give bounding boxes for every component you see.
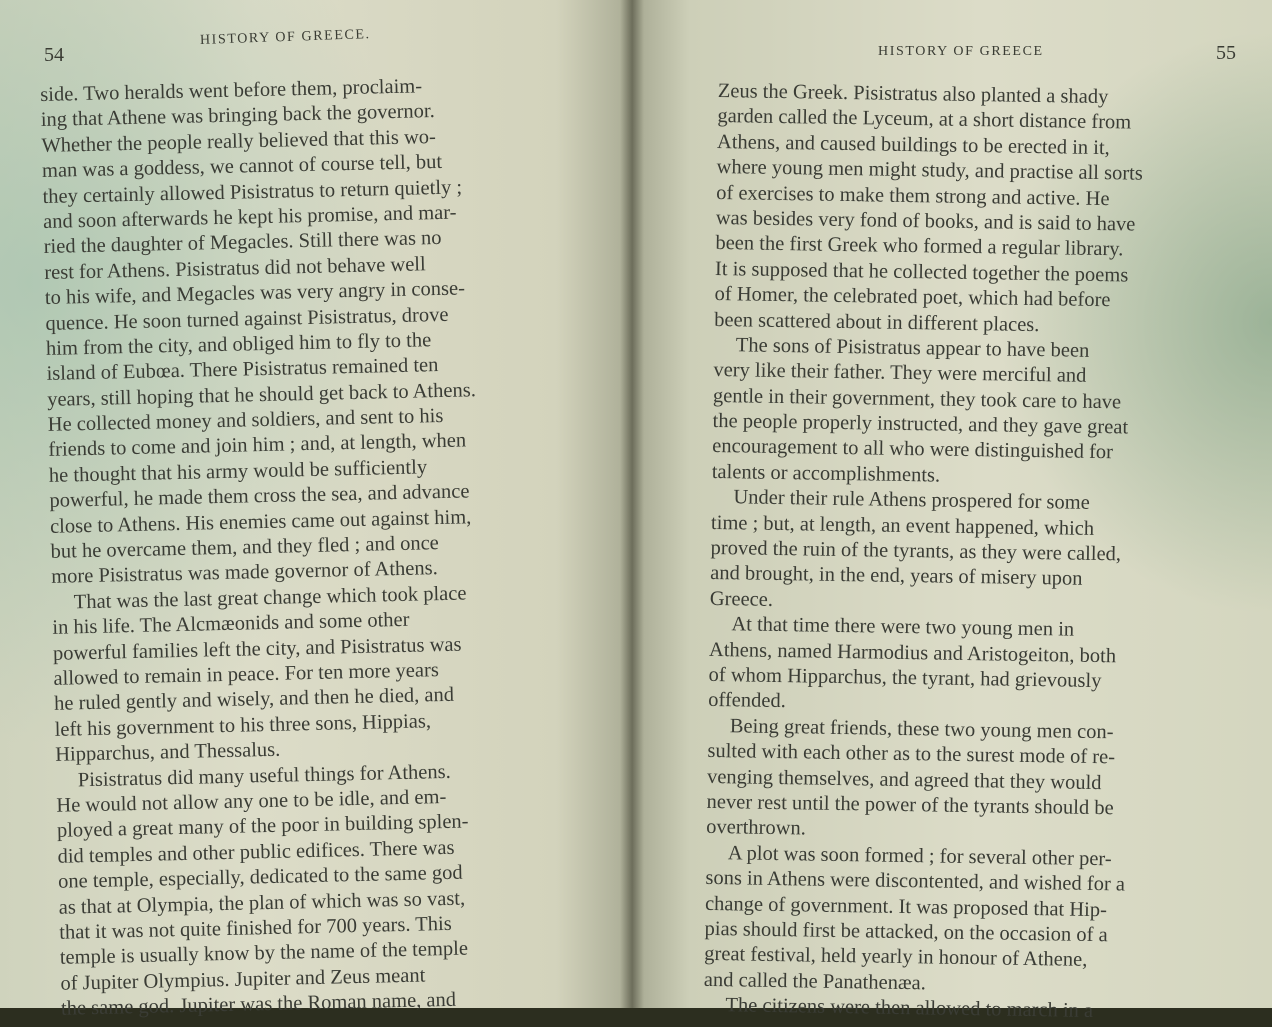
paragraph-start: Pisistratus did many useful things for Athens.: [77, 760, 451, 791]
text-line: venging themselves, and agreed that they would: [706, 765, 1102, 794]
text-line: Athens, and caused buildings to be erected in it,: [716, 130, 1110, 159]
text-line: friends to come and join him ; and, at length, when: [48, 429, 467, 462]
text-line: garden called the Lyceum, at a short distance from: [717, 105, 1132, 134]
text-line: powerful, he made them cross the sea, and advance: [49, 480, 470, 513]
text-line: the people properly instructed, and they gave great: [712, 410, 1129, 439]
text-line: Greece.: [709, 587, 774, 611]
text-line: and brought, in the end, years of misery upon: [710, 562, 1083, 591]
text-line: gentle in their government, they took care to have: [712, 384, 1122, 414]
text-line: been scattered about in different places.: [714, 308, 1040, 336]
text-line: proved the ruin of the tyrants, as they were called,: [710, 536, 1122, 566]
text-line: Zeus the Greek. Pisistratus also planted a shady: [717, 79, 1109, 109]
text-line: one temple, especially, dedicated to the same god: [57, 861, 463, 893]
text-line: as that at Olympia, the plan of which was so vast,: [58, 887, 466, 919]
text-line: man was a goddess, we cannot of course tell, but: [41, 151, 443, 183]
text-line: but he overcame them, and they fled ; and once: [50, 532, 440, 563]
book-gutter-shadow: [620, 0, 644, 1008]
text-line: rest for Athens. Pisistratus did not behave well: [44, 253, 426, 284]
left-page: [0, 0, 632, 1020]
text-line: ployed a great many of the poor in building splen-: [56, 810, 469, 843]
text-line: left his government to his three sons, Hippias,: [54, 710, 432, 741]
text-line: ried the daughter of Megacles. Still there was no: [43, 227, 442, 259]
body-text: [40, 71, 596, 1022]
text-line: Athens, named Harmodius and Aristogeiton, both: [708, 638, 1117, 667]
text-line: Hipparchus, and Thessalus.: [54, 738, 281, 766]
text-line: very like their father. They were merciful and: [713, 359, 1087, 388]
text-line: time ; but, at length, an event happened, which: [710, 511, 1095, 540]
text-line: in his life. The Alcmæonids and some other: [52, 608, 410, 640]
text-line: It is supposed that he collected together the poems: [714, 257, 1129, 287]
text-line: he thought that his army would be sufficiently: [48, 456, 428, 487]
text-line: talents or accomplishments.: [711, 460, 941, 487]
text-line: temple is usually know by the name of the temple: [59, 937, 469, 970]
paragraph-start: That was the last great change which took place: [73, 582, 467, 614]
paragraph-start: The citizens were then allowed to march in a: [725, 994, 1094, 1023]
paragraph-start: At that time there were two young men in: [731, 613, 1075, 641]
right-page: [632, 0, 1272, 1023]
text-line: side. Two heralds went before them, proclaim-: [40, 75, 423, 106]
paragraph-start: Being great friends, these two young men con-: [729, 715, 1114, 744]
text-line: powerful families left the city, and Pisistratus was: [52, 633, 462, 665]
text-line: and soon afterwards he kept his promise, and mar-: [42, 201, 457, 233]
paragraph-start: The sons of Pisistratus appear to have been: [735, 334, 1090, 362]
paragraph-start: A plot was soon formed ; for several other per-: [727, 841, 1112, 870]
text-line: island of Eubœa. There Pisistratus remained ten: [46, 354, 439, 386]
text-line: of whom Hipparchus, the tyrant, had grievously: [708, 663, 1102, 693]
text-line: the same god. Jupiter was the Roman name, and: [60, 988, 457, 1020]
text-line: close to Athens. His enemies came out against him,: [49, 505, 472, 538]
page-number: 55: [1216, 42, 1236, 64]
text-line: him from the city, and obliged him to fly to the: [45, 329, 432, 360]
text-line: great festival, held yearly in honour of Athene,: [704, 943, 1088, 972]
body-text: [703, 79, 1236, 1026]
text-line: that it was not quite finished for 700 years. This: [59, 912, 452, 944]
text-line: offended.: [708, 689, 787, 713]
running-head: HISTORY OF GREECE: [878, 44, 1044, 59]
text-line: of exercises to make them strong and active. He: [716, 181, 1110, 210]
text-line: and called the Panathenæa.: [703, 968, 926, 995]
text-line: did temples and other public edifices. There was: [57, 836, 455, 868]
text-line: was besides very fond of books, and is said to have: [715, 206, 1136, 236]
text-line: allowed to remain in peace. For ten more years: [53, 659, 440, 690]
text-line: where young men might study, and practise all sorts: [716, 156, 1143, 185]
text-line: He collected money and soldiers, and sent to his: [47, 405, 444, 436]
text-line: of Homer, the celebrated poet, which had before: [714, 283, 1111, 312]
text-line: of Jupiter Olympius. Jupiter and Zeus meant: [60, 964, 426, 995]
text-line: they certainly allowed Pisistratus to return quietly ;: [42, 176, 463, 208]
text-line: more Pisistratus was made governor of Athens.: [50, 557, 438, 589]
text-line: he ruled gently and wisely, and then he died, and: [53, 684, 455, 716]
page-number: 54: [44, 44, 64, 66]
text-line: sulted with each other as to the surest mode of re-: [707, 740, 1116, 769]
text-line: never rest until the power of the tyrants should be: [706, 790, 1114, 820]
text-line: sons in Athens were discontented, and wished for a: [705, 867, 1126, 896]
text-line: quence. He soon turned against Pisistratus, drove: [45, 303, 449, 335]
text-line: overthrown.: [706, 816, 807, 840]
text-line: Whether the people really believed that this wo-: [41, 125, 437, 157]
text-line: encouragement to all who were distinguished for: [712, 435, 1114, 464]
paragraph-start: Under their rule Athens prospered for some: [733, 486, 1090, 515]
text-line: years, still hoping that he should get back to Athens.: [46, 378, 477, 411]
text-line: change of government. It was proposed that Hip-: [704, 892, 1108, 921]
text-line: He would not allow any one to be idle, and em-: [56, 785, 447, 817]
text-line: to his wife, and Megacles was very angry in conse-: [44, 277, 466, 310]
text-line: been the first Greek who formed a regular library.: [715, 232, 1124, 261]
running-head: HISTORY OF GREECE.: [199, 27, 371, 48]
text-line: ing that Athene was bringing back the governor.: [40, 100, 435, 132]
text-line: pias should first be attacked, on the occasion of a: [704, 917, 1108, 947]
